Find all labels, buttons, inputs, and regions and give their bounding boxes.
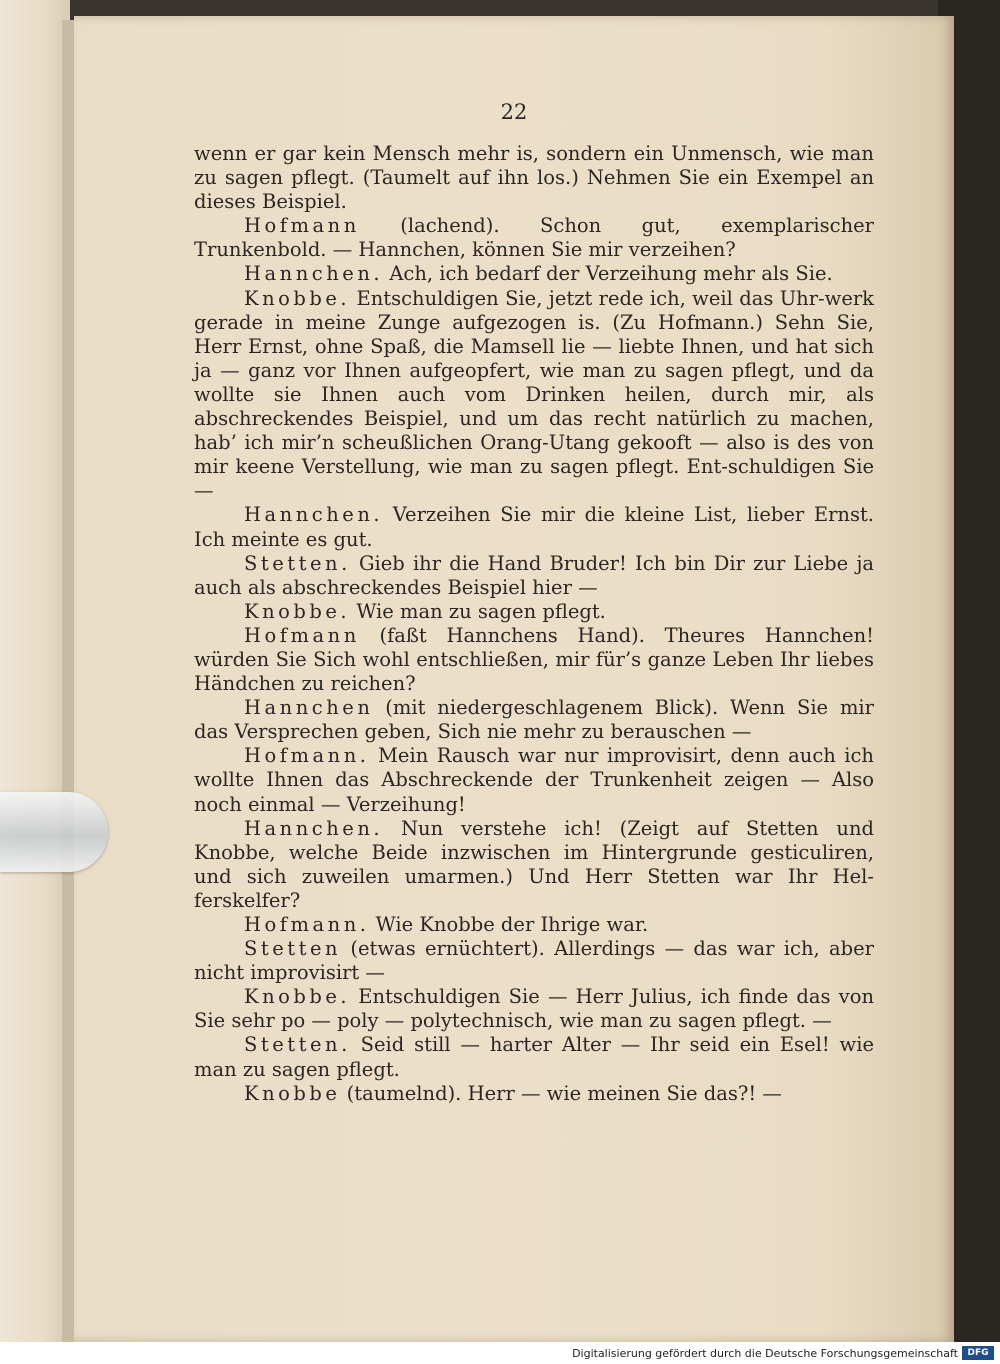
paragraph-text: (faßt Hannchens Hand). Theures Hannchen! würden Sie Sich wohl entschließen, mir für’s ganze Leben Ihr liebes Händchen zu reichen? [194, 623, 874, 696]
paragraph [194, 985, 874, 1033]
paragraph [194, 937, 874, 985]
footer-credit: Digitalisierung gefördert durch die Deutsche Forschungsgemeinschaft [572, 1347, 958, 1360]
paragraph [194, 696, 874, 744]
speaker-name: Hannchen [244, 696, 374, 720]
paragraph [194, 1082, 874, 1106]
dfg-logo: DFG [962, 1346, 994, 1360]
paragraph [194, 287, 874, 504]
scanner-clip [0, 792, 108, 872]
speaker-name: Hofmann [244, 214, 360, 238]
paragraph [194, 913, 874, 937]
paragraph-text: Verzeihen Sie mir die kleine List, lieber Ernst. Ich meinte es gut. [194, 503, 874, 551]
paragraph-text: Ach, ich bedarf der Verzeihung mehr als Sie. [383, 262, 833, 286]
paragraph-text: Nun verstehe ich! (Zeigt auf Stetten und Knobbe, welche Beide inzwischen im Hintergrunde gesticuliren, und sich zuweilen umarmen.) Und Herr Stetten war Ihr Hel-ferskelfer? [194, 816, 874, 912]
paragraph-text: (lachend). Schon gut, exemplarischer Trunkenbold. — Hannchen, können Sie mir verzeihen? [194, 214, 874, 262]
speaker-name: Hofmann [244, 623, 360, 647]
paragraph [194, 142, 874, 214]
paragraph-text: Wie Knobbe der Ihrige war. [369, 913, 649, 936]
paragraph-text: wenn er gar kein Mensch mehr is, sondern ein Unmensch, wie man zu sagen pflegt. (Taumelt auf ihn los.) Nehmen Sie ein Exempel an dieses Beispiel. [194, 142, 874, 214]
paragraph-text: Gieb ihr die Hand Bruder! Ich bin Dir zur Liebe ja auch als abschreckendes Beispiel hier — [194, 551, 874, 599]
page-text [194, 142, 874, 1106]
speaker-name: Stetten [244, 937, 342, 961]
speaker-name: Hannchen. [244, 262, 384, 286]
speaker-name: Knobbe. [244, 286, 351, 310]
paragraph [194, 262, 874, 286]
paragraph-text: (etwas ernüchtert). Allerdings — das war ich, aber nicht improvisirt — [194, 937, 874, 985]
speaker-name: Hofmann. [244, 913, 370, 936]
speaker-name: Knobbe [244, 1081, 341, 1105]
paragraph [194, 214, 874, 262]
speaker-name: Hofmann. [244, 744, 370, 768]
paragraph [194, 600, 874, 624]
paragraph [194, 1033, 874, 1081]
speaker-name: Hannchen. [244, 503, 384, 527]
speaker-name: Stetten. [244, 551, 351, 575]
paragraph-text: Entschuldigen Sie — Herr Julius, ich finde das von Sie sehr po — poly — polytechnisch, wie man zu sagen pflegt. — [194, 985, 874, 1033]
paragraph [194, 552, 874, 600]
speaker-name: Knobbe. [244, 985, 351, 1009]
book-page [74, 16, 954, 1342]
paragraph [194, 817, 874, 913]
paragraph [194, 744, 874, 816]
paragraph [194, 503, 874, 551]
paragraph [194, 624, 874, 696]
paragraph-text: Seid still — harter Alter — Ihr seid ein Esel! wie man zu sagen pflegt. [194, 1033, 874, 1081]
paragraph-text: Mein Rausch war nur improvisirt, denn auch ich wollte Ihnen das Abschreckende der Trunkenheit zeigen — Also noch einmal — Verzeihung! [194, 744, 874, 816]
speaker-name: Hannchen. [244, 816, 384, 840]
page-stack-edge [0, 0, 70, 1342]
paragraph-text: (taumelnd). Herr — wie meinen Sie das?! — [340, 1081, 782, 1105]
paragraph-text: Wie man zu sagen pflegt. [350, 599, 606, 623]
speaker-name: Knobbe. [244, 599, 351, 623]
footer-bar [0, 1342, 1000, 1364]
paragraph-text: Entschuldigen Sie, jetzt rede ich, weil das Uhr-werk gerade in meine Zunge aufgezogen is. (Zu Hofmann.) Sehn Sie, Herr Ernst, ohne Spaß, die Mamsell lie — liebte Ihnen, und hat sich ja — ganz vor Ihnen aufgeopfert, wie man zu sagen pflegt, und da wollte sie Ihnen auch vom Drinken heilen, durch mir, als abschreckendes Beispiel, und um das recht natürlich zu machen, hab’ ich mir’n scheußlichen Orang-Utang gekooft — also is des von mir keene Verstellung, wie man zu sagen pflegt. Ent-schuldigen Sie — [194, 286, 874, 503]
page-number: 22 [500, 100, 528, 124]
paragraph-text: (mit niedergeschlagenem Blick). Wenn Sie mir das Versprechen geben, Sich nie mehr zu berauschen — [194, 696, 874, 744]
speaker-name: Stetten. [244, 1033, 351, 1057]
